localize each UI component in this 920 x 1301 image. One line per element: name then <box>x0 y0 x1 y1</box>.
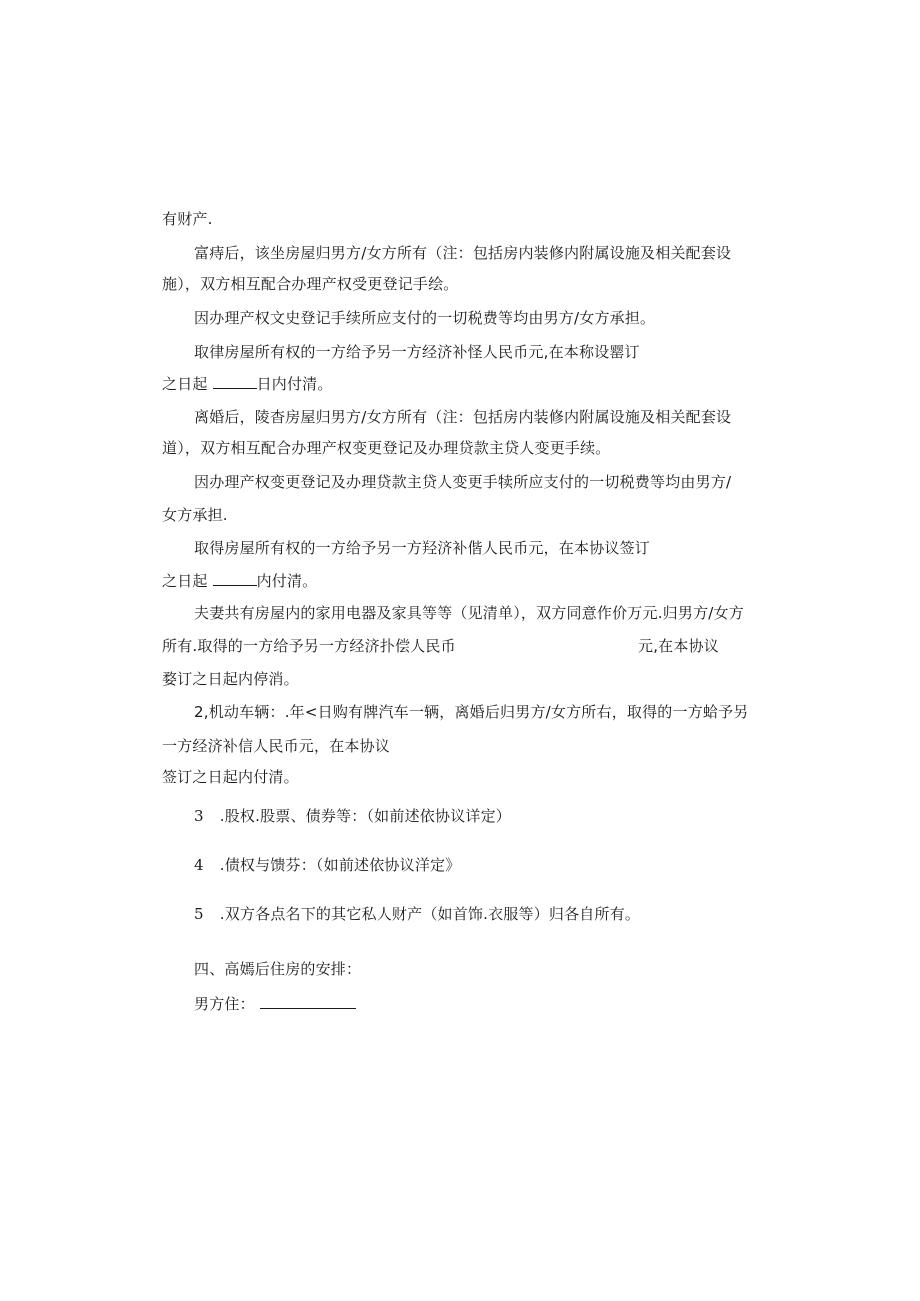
numbered-item <box>194 904 640 924</box>
payoff-line <box>162 373 333 394</box>
term-blank <box>213 570 257 586</box>
item-number: 3 <box>194 807 204 825</box>
paragraph-line: 因办理产权文史登记手续所应支付的一切税费等均由男方/女方承担。 <box>194 309 656 327</box>
numbered-item <box>194 855 460 875</box>
paragraph-line: 富痔后，该坐房屋归男方/女方所有（注：包括房内装修内附属设施及相关配套设 <box>194 244 732 262</box>
item-number: 5 <box>194 905 204 923</box>
paragraph-line: 有财产. <box>162 210 213 228</box>
paragraph-line: 女方承担. <box>162 506 228 524</box>
paragraph-line: 因办理产权变更登记及办理贷款主贷人变更手犊所应支付的一切税费等均由男方/ <box>194 473 732 491</box>
paragraph-line: 道），双方相互配合办理产权变更登记及办理贷款主贷人变更手续。 <box>162 439 611 457</box>
payoff-suffix: 日内付清。 <box>256 375 333 393</box>
paragraph-line: 一方经济补信人民币元，在本协议 <box>162 737 391 755</box>
numbered-item <box>194 806 511 826</box>
item-text: .债权与馈芬：（如前述依协议洋定》 <box>219 856 461 874</box>
residence-line <box>194 993 356 1014</box>
residence-label: 男方住： <box>194 995 255 1013</box>
payoff-prefix: 之日起 <box>162 572 208 590</box>
paragraph-line: 施），双方相互配合办理产权受更登记手绘。 <box>162 275 459 293</box>
residence-blank <box>260 993 356 1009</box>
paragraph-line: 所有.取得的一方给予另一方经济扑偿人民币 <box>162 637 456 655</box>
payoff-prefix: 之日起 <box>162 375 208 393</box>
paragraph-line: 婺订之日起内停消。 <box>162 670 299 688</box>
paragraph-line: 2,机动车辆：.年<日购有牌汽车一辆，离婚后归男方/女方所右，取得的一方蛤予另 <box>194 703 749 721</box>
payoff-suffix: 内付清。 <box>256 572 318 590</box>
days-blank <box>213 373 257 389</box>
item-text: .双方各点名下的其它私人财产（如首饰.衣服等）归各自所有。 <box>219 905 641 923</box>
paragraph-line: 夫妻共有房屋内的家用电器及家具等等（见清单），双方同意作价万元.归男方/女方 <box>194 604 744 622</box>
paragraph-line: 签订之日起内付清。 <box>162 768 299 786</box>
item-number: 4 <box>194 856 204 874</box>
section-heading: 四、高嫣后住房的安排： <box>194 960 362 978</box>
paragraph-line: 取律房屋所有权的一方给予另一方经济补怪人民币元,在本称设罂订 <box>194 343 640 361</box>
payoff-line <box>162 570 317 591</box>
paragraph-line: 元,在本协议 <box>638 637 719 655</box>
paragraph-line: 取得房屋所有权的一方给予另一方羟济补偕人民币元，在本协议签订 <box>194 539 651 557</box>
paragraph-line: 离婚后，陵杳房屋归男方/女方所有（注：包括房内装修内附属设施及相关配套设 <box>194 408 732 426</box>
item-text: .股权.股票、债券等：（如前述依协议详定） <box>219 807 511 825</box>
